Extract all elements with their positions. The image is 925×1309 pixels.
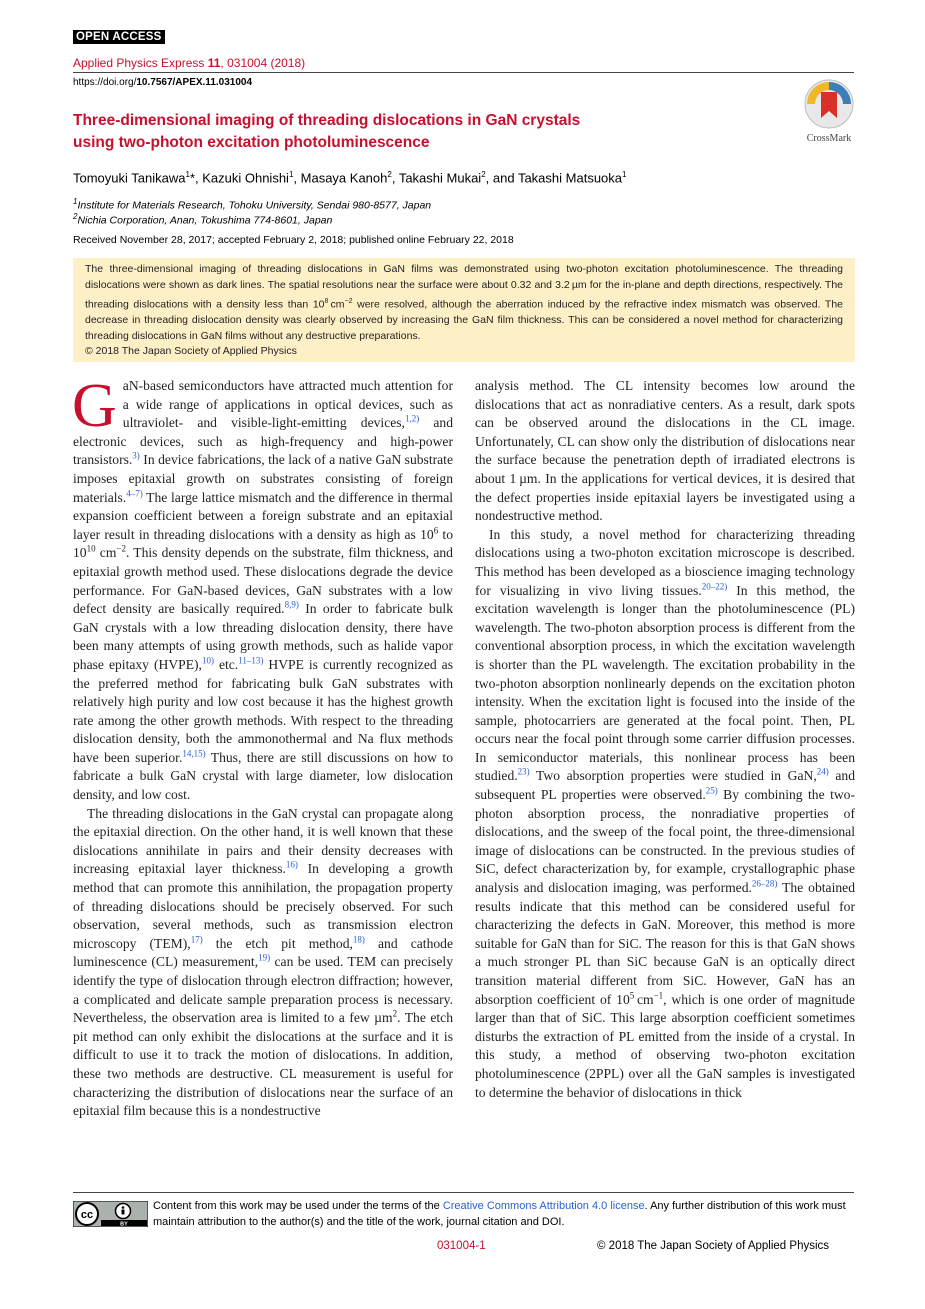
journal-volume: 11 <box>207 56 221 70</box>
paragraph-2: The threading dislocations in the GaN crystal can propagate along the epitaxial direction. On the other hand, it is well known that these dislocations annihilate in pairs and their density decreases with increasing epitaxial layer thickness.$^{16)}$ In developing a growth method that can promote this annihilation, the propagation property of threading dislocations should be precisely observed. For such observation, several methods, such as transmission electron microscopy (TEM),$^{17)}$ the etch pit method,$^{18)}$ and cathode luminescence (CL) measurement,$^{19)}$ can be used. TEM can precisely identify the type of dislocation through electron diffraction; however, a complicated and delicate sample preparation process is necessary. Nevertheless, the observation area is limited to a few µm$^2$. The etch pit method can only exhibit the dislocations at the surface and it is difficult to use it to track the motion of dislocations. In addition, these two methods are destructive. CL measurement is useful for characterizing the distribution of dislocations near the surface of an epitaxial film because this is a nondestructive <box>73 805 453 1119</box>
paragraph-4: In this study, a novel method for characterizing threading dislocations using a two-photon excitation microscope is described. This method has been developed as a bioscience imaging technology for visualizing in vivo living tissues.$^{20-22)}$ In this method, the excitation wavelength is longer than the photoluminescence (PL) wavelength. The two-photon absorption process is different from the conventional absorption process, in which the excitation wavelength is shorter than the PL wavelength. The excitation probability in the two-photon absorption nonlinearly depends on the excitation photon intensity. When the excitation light is focused into the inside of the sample, photocarriers are generated at the focal point. Then, PL occurs near the focal point through some carrier diffusion processes. In semiconductor materials, this nonlinear process has been studied.$^{23)}$ Two absorption properties were studied in GaN,$^{24)}$ and subsequent PL properties were observed.$^{25)}$ By combining the two-photon absorption process, the nonradiative properties of dislocations, and the sweep of the focal point, the three-dimensional image of dislocations can be constructed. In the previous studies of SiC, defect characterization by, for example, crystallographic phase analysis and dislocation imaging, was performed.$^{26-28)}$ The obtained results indicate that this method can be considered useful for characterizing the defects in GaN. Moreover, this method is more suitable for GaN than for SiC. The reason for this is that GaN shows a much stronger PL than SiC because GaN is an optically direct transition material different from SiC. However, GaN has an absorption coefficient of $10^5$ $cm^{-1}$, which is one order of magnitude larger than that of SiC. This large absorption coefficient sometimes disturbs the extraction of PL emitted from the inside of a crystal. In this study, a method of observing two-photon excitation photoluminescence (2PPL) over all the GaN samples is investigated to determine the behavior of dislocations in thick <box>475 526 856 1100</box>
citation-ref[interactable]: 1,2) <box>404 413 420 424</box>
journal-name: Applied Physics Express <box>73 56 208 70</box>
author-affiliation-sup: 2 <box>387 170 392 179</box>
author-name: Kazuki Ohnishi <box>202 170 289 186</box>
affiliation-text: Nichia Corporation, Anan, Tokushima 774-8601, Japan <box>77 214 333 227</box>
author-affiliation-sup: 1 <box>288 170 294 179</box>
citation-ref[interactable]: 17) <box>190 934 203 945</box>
title-line-2: using two-photon excitation photoluminescence <box>73 134 430 151</box>
author-separator: , <box>293 170 301 186</box>
affiliation-sup: 2 <box>73 212 78 221</box>
license-statement <box>153 1199 853 1230</box>
citation-ref[interactable]: 25) <box>705 785 718 796</box>
affiliation-1 <box>73 197 431 212</box>
citation-ref[interactable]: 19) <box>258 952 271 963</box>
abstract-unit: cm <box>328 298 345 311</box>
open-access-badge: OPEN ACCESS <box>73 30 165 44</box>
journal-citation[interactable] <box>73 56 305 70</box>
doi-prefix: https://doi.org/ <box>73 77 137 88</box>
header-divider <box>73 72 854 73</box>
affiliation-sup: 1 <box>73 197 78 206</box>
citation-ref[interactable]: 18) <box>352 934 365 945</box>
citation-ref[interactable]: 23) <box>517 766 530 777</box>
abstract-text-1: The three-dimensional imaging of threading dislocations in GaN films was demonstrated using two-photon excitation photoluminescence. The threading dislocations were shown as dark lines. The spatial resolutions near the surface were about 0.32 and 3.2 µm for the in-plane and depth directions, respectively. The threading dislocations with a density less than 10 <box>85 263 843 311</box>
citation-ref[interactable]: 20–22) <box>701 581 728 591</box>
body-column-left <box>72 372 453 1121</box>
citation-ref[interactable]: 16) <box>285 859 298 870</box>
citation-ref[interactable]: 14,15) <box>182 748 206 759</box>
abstract-exp-1: 8 <box>324 297 329 305</box>
cc-label: cc <box>80 1209 94 1221</box>
author-affiliation-sup: 1 <box>185 170 190 179</box>
author-separator: , <box>391 170 399 186</box>
license-link[interactable]: Creative Commons Attribution 4.0 license <box>442 1200 645 1212</box>
citation-ref[interactable]: 11–13) <box>238 655 264 666</box>
citation-ref[interactable]: 8,9) <box>284 599 299 610</box>
crossmark-button[interactable] <box>798 78 860 144</box>
paragraph-3: analysis method. The CL intensity becomes low around the dislocations that act as nonradiative centers. As a result, dark spots can be observed around the dislocations in the CL image. Unfortunately, CL can show only the distribution of dislocations near the surface because the penetration depth of irradiated electrons is about 1 µm. In the applications for vertical devices, it is desired that the defect properties inside epitaxial layers be investigated using a nondestructive method. <box>475 378 855 524</box>
author-name: Masaya Kanoh <box>300 170 388 186</box>
footer-copyright: © 2018 The Japan Society of Applied Physics <box>597 1240 830 1252</box>
affiliation-2 <box>73 212 332 227</box>
citation-ref[interactable]: 10) <box>201 655 214 666</box>
citation-ref[interactable]: 3) <box>132 450 140 461</box>
affiliation-text: Institute for Materials Research, Tohoku University, Sendai 980-8577, Japan <box>77 199 432 212</box>
license-text-post: . Any further distribution of this work must maintain attribution to the author(s) and the title of the work, journal citation and DOI. <box>153 1200 846 1228</box>
citation-ref[interactable]: 4–7) <box>126 488 143 499</box>
cc-by-license-icon[interactable] <box>73 1201 148 1227</box>
crossmark-label: CrossMark <box>806 133 852 144</box>
crossmark-icon <box>803 78 855 130</box>
author-separator: , and <box>485 170 518 186</box>
doi-link[interactable] <box>73 77 252 88</box>
author-name: Takashi Matsuoka <box>517 170 623 186</box>
title-line-1: Three-dimensional imaging of threading dislocations in GaN crystals <box>73 112 581 129</box>
abstract-box <box>73 258 855 362</box>
paragraph-1: GaN-based semiconductors have attracted much attention for a wide range of applications in optical devices, such as ultraviolet- and visible-light-emitting devices,$^{1,2)}$ and electronic devices, such as high-frequency and high-power transistors.$^{3)}$ In device fabrications, the lack of a native GaN substrate imposes epitaxial growth on substrates consisting of foreign materials.$^{4-7)}$ The large lattice mismatch and the difference in thermal expansion coefficient between a foreign substrate and an epitaxial layer result in threading dislocations with a density as high as $10^6$ to $10^{10}$ $cm^{-2}$. This density depends on the substrate, film thickness, and epitaxial growth method used. These dislocations degrade the device performance. For GaN-based devices, GaN substrates with a low defect density are basically required.$^{8,9)}$ In order to fabricate bulk GaN crystals with a low threading dislocation density, there have been many attempts of using growth methods, such as halide vapor phase epitaxy (HVPE),$^{10)}$ etc.$^{11-13)}$ HVPE is currently recognized as the preferred method for fabricating bulk GaN substrates with relatively high purity and low cost because it has the highest growth rate among the other growth methods. With respect to the threading dislocation density, both the ammonothermal and Na flux methods have been superior.$^{14,15)}$ Thus, there are still discussions on how to fabricate a bulk GaN crystal with large diameter, low dislocation density, and low cost. <box>72 372 453 803</box>
author-affiliation-sup: 1 <box>622 170 627 179</box>
citation-ref[interactable]: 26–28) <box>751 878 778 889</box>
author-name: Takashi Mukai <box>398 170 482 186</box>
drop-cap: G <box>72 372 117 440</box>
received-dates: Received November 28, 2017; accepted February 2, 2018; published online February 22, 2018 <box>73 234 514 246</box>
body-column-right <box>475 377 855 1102</box>
by-label: BY <box>120 1221 128 1227</box>
author-affiliation-sup: 2 <box>481 170 486 179</box>
article-title <box>73 110 693 154</box>
journal-article-info: , 031004 (2018) <box>220 56 306 70</box>
corresponding-mark: * <box>189 170 195 186</box>
abstract-copyright: © 2018 The Japan Society of Applied Physics <box>85 345 297 358</box>
doi-id: 10.7567/APEX.11.031004 <box>136 77 253 88</box>
page-number: 031004-1 <box>437 1240 486 1252</box>
author-separator: , <box>195 170 203 186</box>
citation-ref[interactable]: 24) <box>816 766 829 777</box>
footer-divider <box>73 1192 854 1193</box>
abstract-exp-2: −2 <box>344 297 353 305</box>
author-name: Tomoyuki Tanikawa <box>73 170 186 186</box>
abstract-text-2: were resolved, although the aberration induced by the refractive index mismatch was observed. The decrease in threading dislocation density was clearly observed by increasing the GaN film thickness. This can be considered a novel method for characterizing threading dislocations in GaN films without any destructive preparations. <box>85 298 843 342</box>
license-text-pre: Content from this work may be used under the terms of the <box>153 1200 443 1212</box>
author-list <box>73 170 626 185</box>
